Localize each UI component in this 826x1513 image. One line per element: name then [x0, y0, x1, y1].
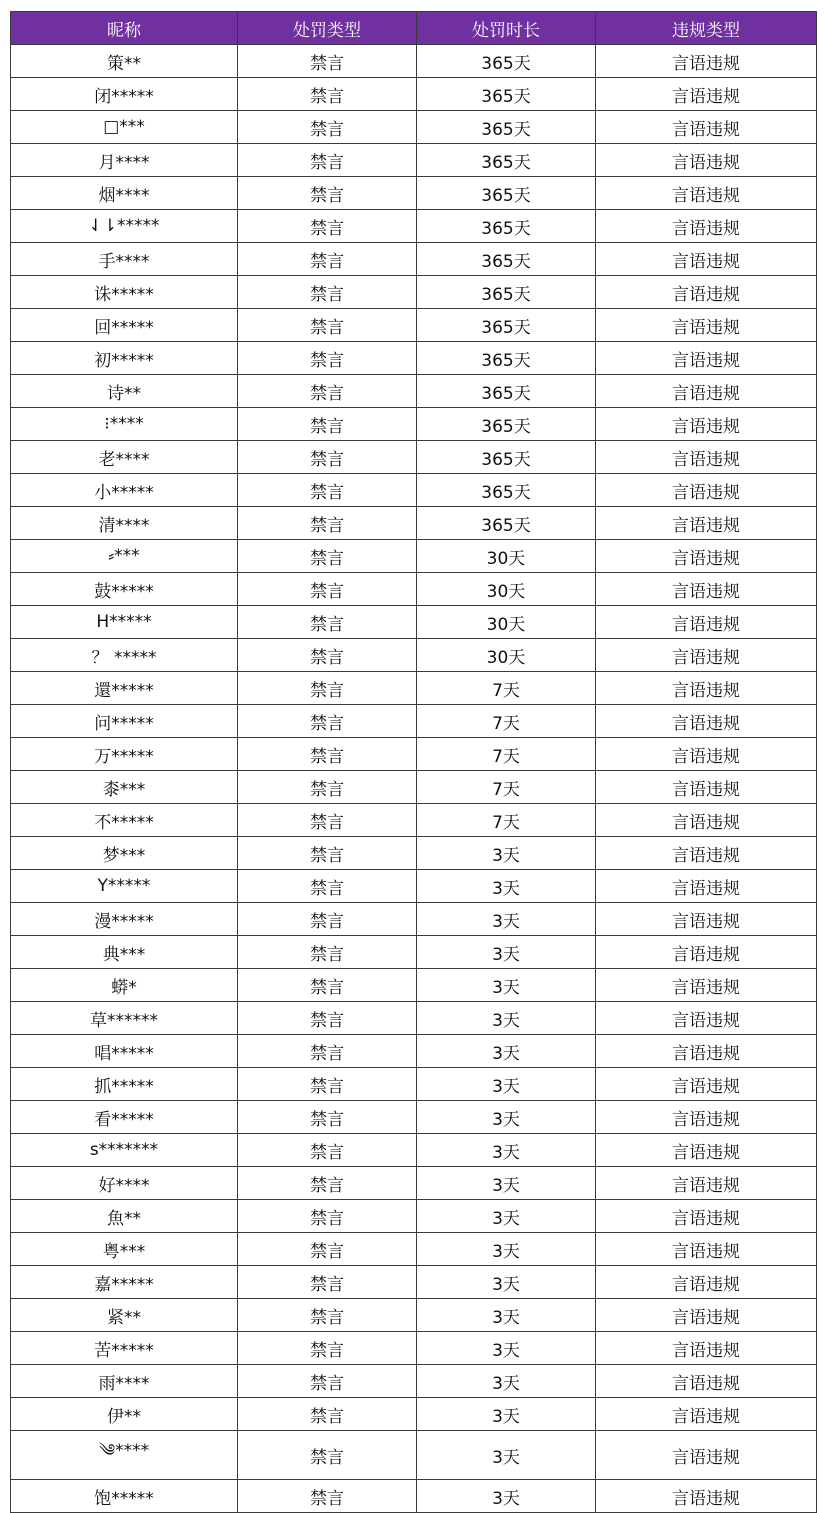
- table-row: [11, 309, 817, 342]
- violation-type-cell: 言语违规: [596, 639, 817, 672]
- table-row: [11, 408, 817, 441]
- nickname-cell: 桼***: [11, 771, 238, 804]
- penalty-type-cell: 禁言: [238, 408, 417, 441]
- penalty-duration-cell: 30天: [417, 639, 596, 672]
- nickname-cell: 诗**: [11, 375, 238, 408]
- penalty-type-cell: 禁言: [238, 342, 417, 375]
- violation-type-cell: 言语违规: [596, 1134, 817, 1167]
- table-row: [11, 1431, 817, 1480]
- header-penalty-type: 处罚类型: [238, 12, 417, 45]
- penalty-type-cell: 禁言: [238, 1480, 417, 1513]
- violation-type-cell: 言语违规: [596, 1167, 817, 1200]
- penalty-duration-cell: 3天: [417, 1233, 596, 1266]
- table-row: [11, 111, 817, 144]
- violation-type-cell: 言语违规: [596, 243, 817, 276]
- violation-type-cell: 言语违规: [596, 177, 817, 210]
- violation-type-cell: 言语违规: [596, 111, 817, 144]
- penalty-type-cell: 禁言: [238, 936, 417, 969]
- penalty-type-cell: 禁言: [238, 1002, 417, 1035]
- table-row: [11, 1200, 817, 1233]
- violation-type-cell: 言语违规: [596, 1200, 817, 1233]
- penalty-duration-cell: 365天: [417, 441, 596, 474]
- penalty-duration-cell: 3天: [417, 936, 596, 969]
- penalty-type-cell: 禁言: [238, 1233, 417, 1266]
- table-row: [11, 1167, 817, 1200]
- nickname-cell: 初*****: [11, 342, 238, 375]
- table-row: [11, 1068, 817, 1101]
- violation-type-cell: 言语违规: [596, 309, 817, 342]
- violation-type-cell: 言语违规: [596, 1398, 817, 1431]
- nickname-cell: 策**: [11, 45, 238, 78]
- penalty-type-cell: 禁言: [238, 969, 417, 1002]
- penalty-type-cell: 禁言: [238, 177, 417, 210]
- header-violation-type: 违规类型: [596, 12, 817, 45]
- penalty-duration-cell: 7天: [417, 672, 596, 705]
- violation-type-cell: 言语违规: [596, 969, 817, 1002]
- penalty-duration-cell: 365天: [417, 111, 596, 144]
- penalty-duration-cell: 365天: [417, 276, 596, 309]
- penalty-type-cell: 禁言: [238, 1365, 417, 1398]
- penalty-type-cell: 禁言: [238, 1134, 417, 1167]
- nickname-cell: Y*****: [11, 870, 238, 903]
- nickname-cell: 诛*****: [11, 276, 238, 309]
- penalty-type-cell: 禁言: [238, 1431, 417, 1480]
- nickname-cell: 典***: [11, 936, 238, 969]
- nickname-cell: ？ *****: [11, 639, 238, 672]
- violation-type-cell: 言语违规: [596, 1365, 817, 1398]
- penalty-type-cell: 禁言: [238, 78, 417, 111]
- penalty-duration-cell: 30天: [417, 540, 596, 573]
- nickname-cell: ⸗***: [11, 540, 238, 573]
- penalty-table: [10, 11, 817, 1513]
- violation-type-cell: 言语违规: [596, 1101, 817, 1134]
- table-row: [11, 969, 817, 1002]
- penalty-type-cell: 禁言: [238, 1200, 417, 1233]
- penalty-type-cell: 禁言: [238, 738, 417, 771]
- nickname-cell: 烟****: [11, 177, 238, 210]
- penalty-duration-cell: 365天: [417, 177, 596, 210]
- violation-type-cell: 言语违规: [596, 1266, 817, 1299]
- penalty-type-cell: 禁言: [238, 705, 417, 738]
- nickname-cell: 回*****: [11, 309, 238, 342]
- violation-type-cell: 言语违规: [596, 1480, 817, 1513]
- penalty-duration-cell: 7天: [417, 771, 596, 804]
- penalty-duration-cell: 365天: [417, 78, 596, 111]
- violation-type-cell: 言语违规: [596, 408, 817, 441]
- violation-type-cell: 言语违规: [596, 771, 817, 804]
- violation-type-cell: 言语违规: [596, 606, 817, 639]
- violation-type-cell: 言语违规: [596, 474, 817, 507]
- penalty-duration-cell: 3天: [417, 1068, 596, 1101]
- penalty-duration-cell: 365天: [417, 375, 596, 408]
- penalty-type-cell: 禁言: [238, 111, 417, 144]
- penalty-type-cell: 禁言: [238, 771, 417, 804]
- nickname-cell: 万*****: [11, 738, 238, 771]
- violation-type-cell: 言语违规: [596, 276, 817, 309]
- table-row: [11, 507, 817, 540]
- table-row: [11, 606, 817, 639]
- nickname-cell: 不*****: [11, 804, 238, 837]
- penalty-type-cell: 禁言: [238, 1332, 417, 1365]
- penalty-duration-cell: 365天: [417, 342, 596, 375]
- penalty-type-cell: 禁言: [238, 837, 417, 870]
- penalty-duration-cell: 3天: [417, 870, 596, 903]
- violation-type-cell: 言语违规: [596, 1431, 817, 1480]
- nickname-cell: 梦***: [11, 837, 238, 870]
- table-row: [11, 210, 817, 243]
- table-row: [11, 144, 817, 177]
- penalty-type-cell: 禁言: [238, 1167, 417, 1200]
- violation-type-cell: 言语违规: [596, 1332, 817, 1365]
- penalty-type-cell: 禁言: [238, 210, 417, 243]
- table-row: [11, 573, 817, 606]
- violation-type-cell: 言语违规: [596, 342, 817, 375]
- nickname-cell: 闭*****: [11, 78, 238, 111]
- violation-type-cell: 言语违规: [596, 1002, 817, 1035]
- penalty-duration-cell: 3天: [417, 1299, 596, 1332]
- table-row: [11, 540, 817, 573]
- nickname-cell: 老****: [11, 441, 238, 474]
- penalty-duration-cell: 3天: [417, 1431, 596, 1480]
- table-row: [11, 771, 817, 804]
- penalty-type-cell: 禁言: [238, 540, 417, 573]
- penalty-type-cell: 禁言: [238, 1101, 417, 1134]
- table-row: [11, 243, 817, 276]
- nickname-cell: 好****: [11, 1167, 238, 1200]
- nickname-cell: 月****: [11, 144, 238, 177]
- table-row: [11, 804, 817, 837]
- violation-type-cell: 言语违规: [596, 936, 817, 969]
- violation-type-cell: 言语违规: [596, 837, 817, 870]
- penalty-type-cell: 禁言: [238, 1035, 417, 1068]
- header-row: [11, 12, 817, 45]
- nickname-cell: □***: [11, 111, 238, 144]
- penalty-duration-cell: 3天: [417, 1266, 596, 1299]
- nickname-cell: 手****: [11, 243, 238, 276]
- penalty-duration-cell: 3天: [417, 837, 596, 870]
- penalty-type-cell: 禁言: [238, 45, 417, 78]
- table-row: [11, 870, 817, 903]
- penalty-duration-cell: 7天: [417, 705, 596, 738]
- penalty-duration-cell: 365天: [417, 309, 596, 342]
- table-row: [11, 342, 817, 375]
- penalty-duration-cell: 365天: [417, 507, 596, 540]
- violation-type-cell: 言语违规: [596, 1299, 817, 1332]
- penalty-duration-cell: 3天: [417, 1035, 596, 1068]
- penalty-type-cell: 禁言: [238, 1398, 417, 1431]
- nickname-cell: 草******: [11, 1002, 238, 1035]
- nickname-cell: 鼓*****: [11, 573, 238, 606]
- penalty-type-cell: 禁言: [238, 144, 417, 177]
- table-row: [11, 177, 817, 210]
- violation-type-cell: 言语违规: [596, 45, 817, 78]
- table-row: [11, 1233, 817, 1266]
- penalty-duration-cell: 3天: [417, 1200, 596, 1233]
- nickname-cell: 伊**: [11, 1398, 238, 1431]
- table-row: [11, 1332, 817, 1365]
- violation-type-cell: 言语违规: [596, 1068, 817, 1101]
- table-row: [11, 639, 817, 672]
- penalty-duration-cell: 3天: [417, 1134, 596, 1167]
- penalty-type-cell: 禁言: [238, 474, 417, 507]
- table-row: [11, 738, 817, 771]
- penalty-duration-cell: 3天: [417, 1398, 596, 1431]
- penalty-type-cell: 禁言: [238, 1068, 417, 1101]
- nickname-cell: 紧**: [11, 1299, 238, 1332]
- table-row: [11, 1035, 817, 1068]
- violation-type-cell: 言语违规: [596, 78, 817, 111]
- violation-type-cell: 言语违规: [596, 804, 817, 837]
- nickname-cell: 漫*****: [11, 903, 238, 936]
- table-row: [11, 474, 817, 507]
- penalty-duration-cell: 7天: [417, 804, 596, 837]
- penalty-duration-cell: 365天: [417, 408, 596, 441]
- penalty-type-cell: 禁言: [238, 276, 417, 309]
- nickname-cell: 嘉*****: [11, 1266, 238, 1299]
- violation-type-cell: 言语违规: [596, 144, 817, 177]
- table-row: [11, 1134, 817, 1167]
- nickname-cell: s*******: [11, 1134, 238, 1167]
- nickname-cell: H*****: [11, 606, 238, 639]
- violation-type-cell: 言语违规: [596, 210, 817, 243]
- table-row: [11, 1101, 817, 1134]
- violation-type-cell: 言语违规: [596, 507, 817, 540]
- table-row: [11, 705, 817, 738]
- table-row: [11, 1299, 817, 1332]
- violation-type-cell: 言语违规: [596, 738, 817, 771]
- violation-type-cell: 言语违规: [596, 672, 817, 705]
- violation-type-cell: 言语违规: [596, 705, 817, 738]
- nickname-cell: 粤***: [11, 1233, 238, 1266]
- nickname-cell: 抓*****: [11, 1068, 238, 1101]
- violation-type-cell: 言语违规: [596, 1233, 817, 1266]
- violation-type-cell: 言语违规: [596, 1035, 817, 1068]
- penalty-type-cell: 禁言: [238, 573, 417, 606]
- penalty-type-cell: 禁言: [238, 639, 417, 672]
- table-row: [11, 936, 817, 969]
- violation-type-cell: 言语违规: [596, 441, 817, 474]
- table-row: [11, 837, 817, 870]
- table-row: [11, 1398, 817, 1431]
- nickname-cell: 蟒*: [11, 969, 238, 1002]
- nickname-cell: ⇃⇂*****: [11, 210, 238, 243]
- penalty-type-cell: 禁言: [238, 1266, 417, 1299]
- table-row: [11, 45, 817, 78]
- penalty-type-cell: 禁言: [238, 375, 417, 408]
- penalty-duration-cell: 3天: [417, 1332, 596, 1365]
- penalty-type-cell: 禁言: [238, 441, 417, 474]
- penalty-type-cell: 禁言: [238, 903, 417, 936]
- nickname-cell: 唱*****: [11, 1035, 238, 1068]
- nickname-cell: ⁝****: [11, 408, 238, 441]
- table-row: [11, 78, 817, 111]
- table-row: [11, 672, 817, 705]
- penalty-duration-cell: 3天: [417, 1480, 596, 1513]
- penalty-duration-cell: 365天: [417, 144, 596, 177]
- penalty-type-cell: 禁言: [238, 507, 417, 540]
- nickname-cell: 魚**: [11, 1200, 238, 1233]
- table-row: [11, 1365, 817, 1398]
- table-header: [11, 12, 817, 45]
- penalty-type-cell: 禁言: [238, 309, 417, 342]
- penalty-duration-cell: 3天: [417, 1167, 596, 1200]
- table-body: [11, 45, 817, 1513]
- violation-type-cell: 言语违规: [596, 903, 817, 936]
- nickname-cell: 雨****: [11, 1365, 238, 1398]
- penalty-duration-cell: 365天: [417, 474, 596, 507]
- table-row: [11, 1266, 817, 1299]
- violation-type-cell: 言语违规: [596, 375, 817, 408]
- table-row: [11, 441, 817, 474]
- nickname-cell: 饱*****: [11, 1480, 238, 1513]
- header-penalty-duration: 处罚时长: [417, 12, 596, 45]
- penalty-duration-cell: 3天: [417, 903, 596, 936]
- table-row: [11, 903, 817, 936]
- penalty-duration-cell: 3天: [417, 1002, 596, 1035]
- nickname-cell: 看*****: [11, 1101, 238, 1134]
- nickname-cell: 清****: [11, 507, 238, 540]
- penalty-type-cell: 禁言: [238, 243, 417, 276]
- nickname-cell: ༄****: [11, 1431, 238, 1480]
- penalty-duration-cell: 30天: [417, 606, 596, 639]
- penalty-type-cell: 禁言: [238, 804, 417, 837]
- violation-type-cell: 言语违规: [596, 870, 817, 903]
- penalty-duration-cell: 365天: [417, 210, 596, 243]
- penalty-type-cell: 禁言: [238, 870, 417, 903]
- penalty-duration-cell: 30天: [417, 573, 596, 606]
- table-row: [11, 276, 817, 309]
- nickname-cell: 小*****: [11, 474, 238, 507]
- penalty-duration-cell: 365天: [417, 243, 596, 276]
- table-row: [11, 1002, 817, 1035]
- table-row: [11, 375, 817, 408]
- nickname-cell: 问*****: [11, 705, 238, 738]
- table-row: [11, 1480, 817, 1513]
- nickname-cell: 還*****: [11, 672, 238, 705]
- penalty-duration-cell: 365天: [417, 45, 596, 78]
- violation-type-cell: 言语违规: [596, 573, 817, 606]
- header-nickname: 昵称: [11, 12, 238, 45]
- penalty-duration-cell: 7天: [417, 738, 596, 771]
- penalty-type-cell: 禁言: [238, 606, 417, 639]
- violation-type-cell: 言语违规: [596, 540, 817, 573]
- penalty-duration-cell: 3天: [417, 969, 596, 1002]
- penalty-duration-cell: 3天: [417, 1101, 596, 1134]
- penalty-type-cell: 禁言: [238, 1299, 417, 1332]
- penalty-duration-cell: 3天: [417, 1365, 596, 1398]
- nickname-cell: 苦*****: [11, 1332, 238, 1365]
- penalty-type-cell: 禁言: [238, 672, 417, 705]
